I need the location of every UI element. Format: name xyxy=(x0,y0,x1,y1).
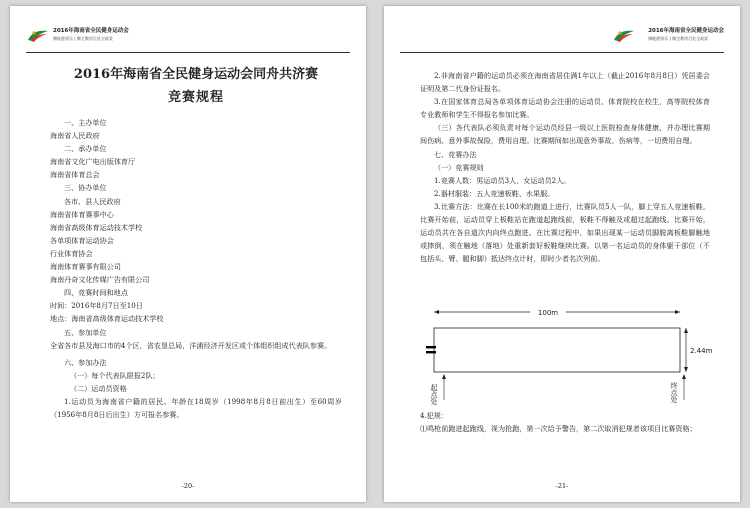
list-item: 海南体育赛事有限公司 xyxy=(50,262,121,272)
rule-item: 1.竞赛人数：男运动员3人、女运动员2人。 xyxy=(434,175,571,185)
section-heading: 二、承办单位 xyxy=(64,144,107,154)
list-item: 行业体育协会 xyxy=(50,248,93,258)
header-divider xyxy=(400,52,724,53)
list-item: 各单项体育运动协会 xyxy=(50,235,114,245)
sub-heading: （一）每个代表队限报2队； xyxy=(70,370,160,380)
header-subtitle: 腾帐港领乐 | 腾全教项目处全政爱 xyxy=(648,36,709,41)
event-location: 地点：海南省高级体育运动技术学校 xyxy=(50,314,164,324)
start-label: 起点处 xyxy=(430,384,438,405)
sub-heading: （二）运动员资格 xyxy=(70,383,127,393)
right-content xyxy=(420,69,710,265)
document-title: 2016年海南省全民健身运动会同舟共济赛 xyxy=(73,67,319,82)
right-page xyxy=(384,6,740,502)
header-subtitle: 腾帐港领乐 | 腾全教项目处全政爱 xyxy=(53,36,113,41)
foul-heading: 4.犯规： xyxy=(420,411,449,420)
length-label: 100m xyxy=(537,309,559,317)
page-header xyxy=(26,26,350,50)
header-divider xyxy=(26,52,350,53)
foul-paragraph: ⑴鸣枪前跑进起跑线，视为抢跑，第一次给予警告，第二次取消犯规者该项目比赛资格； xyxy=(420,424,697,433)
section-heading: 五、参加单位 xyxy=(64,327,107,337)
qualification-paragraph: 1.运动员为海南省户籍的居民。年龄在18周岁（1998年8月8日前出生）至60周岁（1956年8月8日后出生）方可报名参赛。 xyxy=(50,396,342,420)
section-heading: 七、竞赛办法 xyxy=(434,149,477,159)
start-mark xyxy=(426,346,436,348)
left-page xyxy=(10,6,366,502)
foul-section xyxy=(420,409,714,435)
header-title: 2016年海南省全民健身运动会 xyxy=(648,28,724,34)
section-heading: 四、竞赛时间和地点 xyxy=(64,288,128,298)
insurance-paragraph: （三）各代表队必须负责对每个运动员经县一级以上医院检查身体健康，并办理比赛期间伤病、意外事故保险，费用自理。比赛期间如出现意外事故、伤病等，一切费用自理。 xyxy=(420,123,710,146)
event-logo-icon xyxy=(26,28,50,44)
race-method-paragraph: 3.比赛方法：比赛在长100米的跑道上进行，比赛队员5人一队，脚上穿五人竞速板鞋。比赛开始前，运动员穿上板鞋站在跑道起跑线前，板鞋不得触及或超过起跑线。比赛开始，运动员共在各自道次内向终点跑进。在比赛过程中，如果出现某一运动员脚脱离板鞋脚触地或摔倒，须在触地（落地）处重新套好板鞋继续比赛。以第一名运动员的身体躯干部位（不包括头、臂、腿和脚）抵达终点计时，即时少者名次列前。 xyxy=(420,201,710,264)
list-item: 海南丹奇文化传媒广告有限公司 xyxy=(50,275,150,285)
list-item: 海南省体育总会 xyxy=(50,170,100,180)
section-heading: 六、参加办法 xyxy=(64,357,107,367)
page-number: -21- xyxy=(555,482,569,490)
header-title: 2016年海南省全民健身运动会 xyxy=(53,28,129,34)
exclusion-paragraph: 3.在国家体育总局各单项体育运动协会注册的运动员、体育院校在校生，高等院校体育专业教师和学生不得报名参加比赛。 xyxy=(420,97,710,120)
list-item: 各市、县人民政府 xyxy=(64,196,121,206)
residency-paragraph: 2.非海南省户籍的运动员必须在海南省居住满1年以上（截止2016年8月8日）凭居委会证明及第二代身份证报名。 xyxy=(420,71,710,94)
section-heading: 三、协办单位 xyxy=(64,183,107,193)
document-subtitle: 竞赛规程 xyxy=(167,90,224,105)
track-rect xyxy=(434,328,680,372)
sub-heading: （一）竞赛规则 xyxy=(434,162,484,172)
list-item: 海南省文化广电出版体育厅 xyxy=(50,157,136,167)
width-label: 2.44m xyxy=(690,347,713,355)
page-number: -20- xyxy=(181,482,195,490)
list-item: 海南省体育赛事中心 xyxy=(50,209,114,219)
track-diagram xyxy=(420,306,720,416)
finish-label: 终点处 xyxy=(670,382,678,403)
list-item: 海南省高级体育运动技术学校 xyxy=(50,222,143,232)
event-logo-icon xyxy=(612,28,636,44)
list-item: 海南省人民政府 xyxy=(50,131,100,141)
rule-item: 2.器材服装：五人竞速板鞋、水果服。 xyxy=(434,188,555,198)
page-header xyxy=(400,26,724,50)
section-heading: 一、主办单位 xyxy=(64,118,107,127)
event-time: 时间：2016年8月7日至10日 xyxy=(50,301,143,311)
participants-paragraph: 全省各市县及海口市的4个区，省农垦总局，洋浦经济开发区或个体组织组成代表队参赛。 xyxy=(50,340,332,350)
start-mark xyxy=(426,351,436,353)
left-content xyxy=(50,66,342,421)
